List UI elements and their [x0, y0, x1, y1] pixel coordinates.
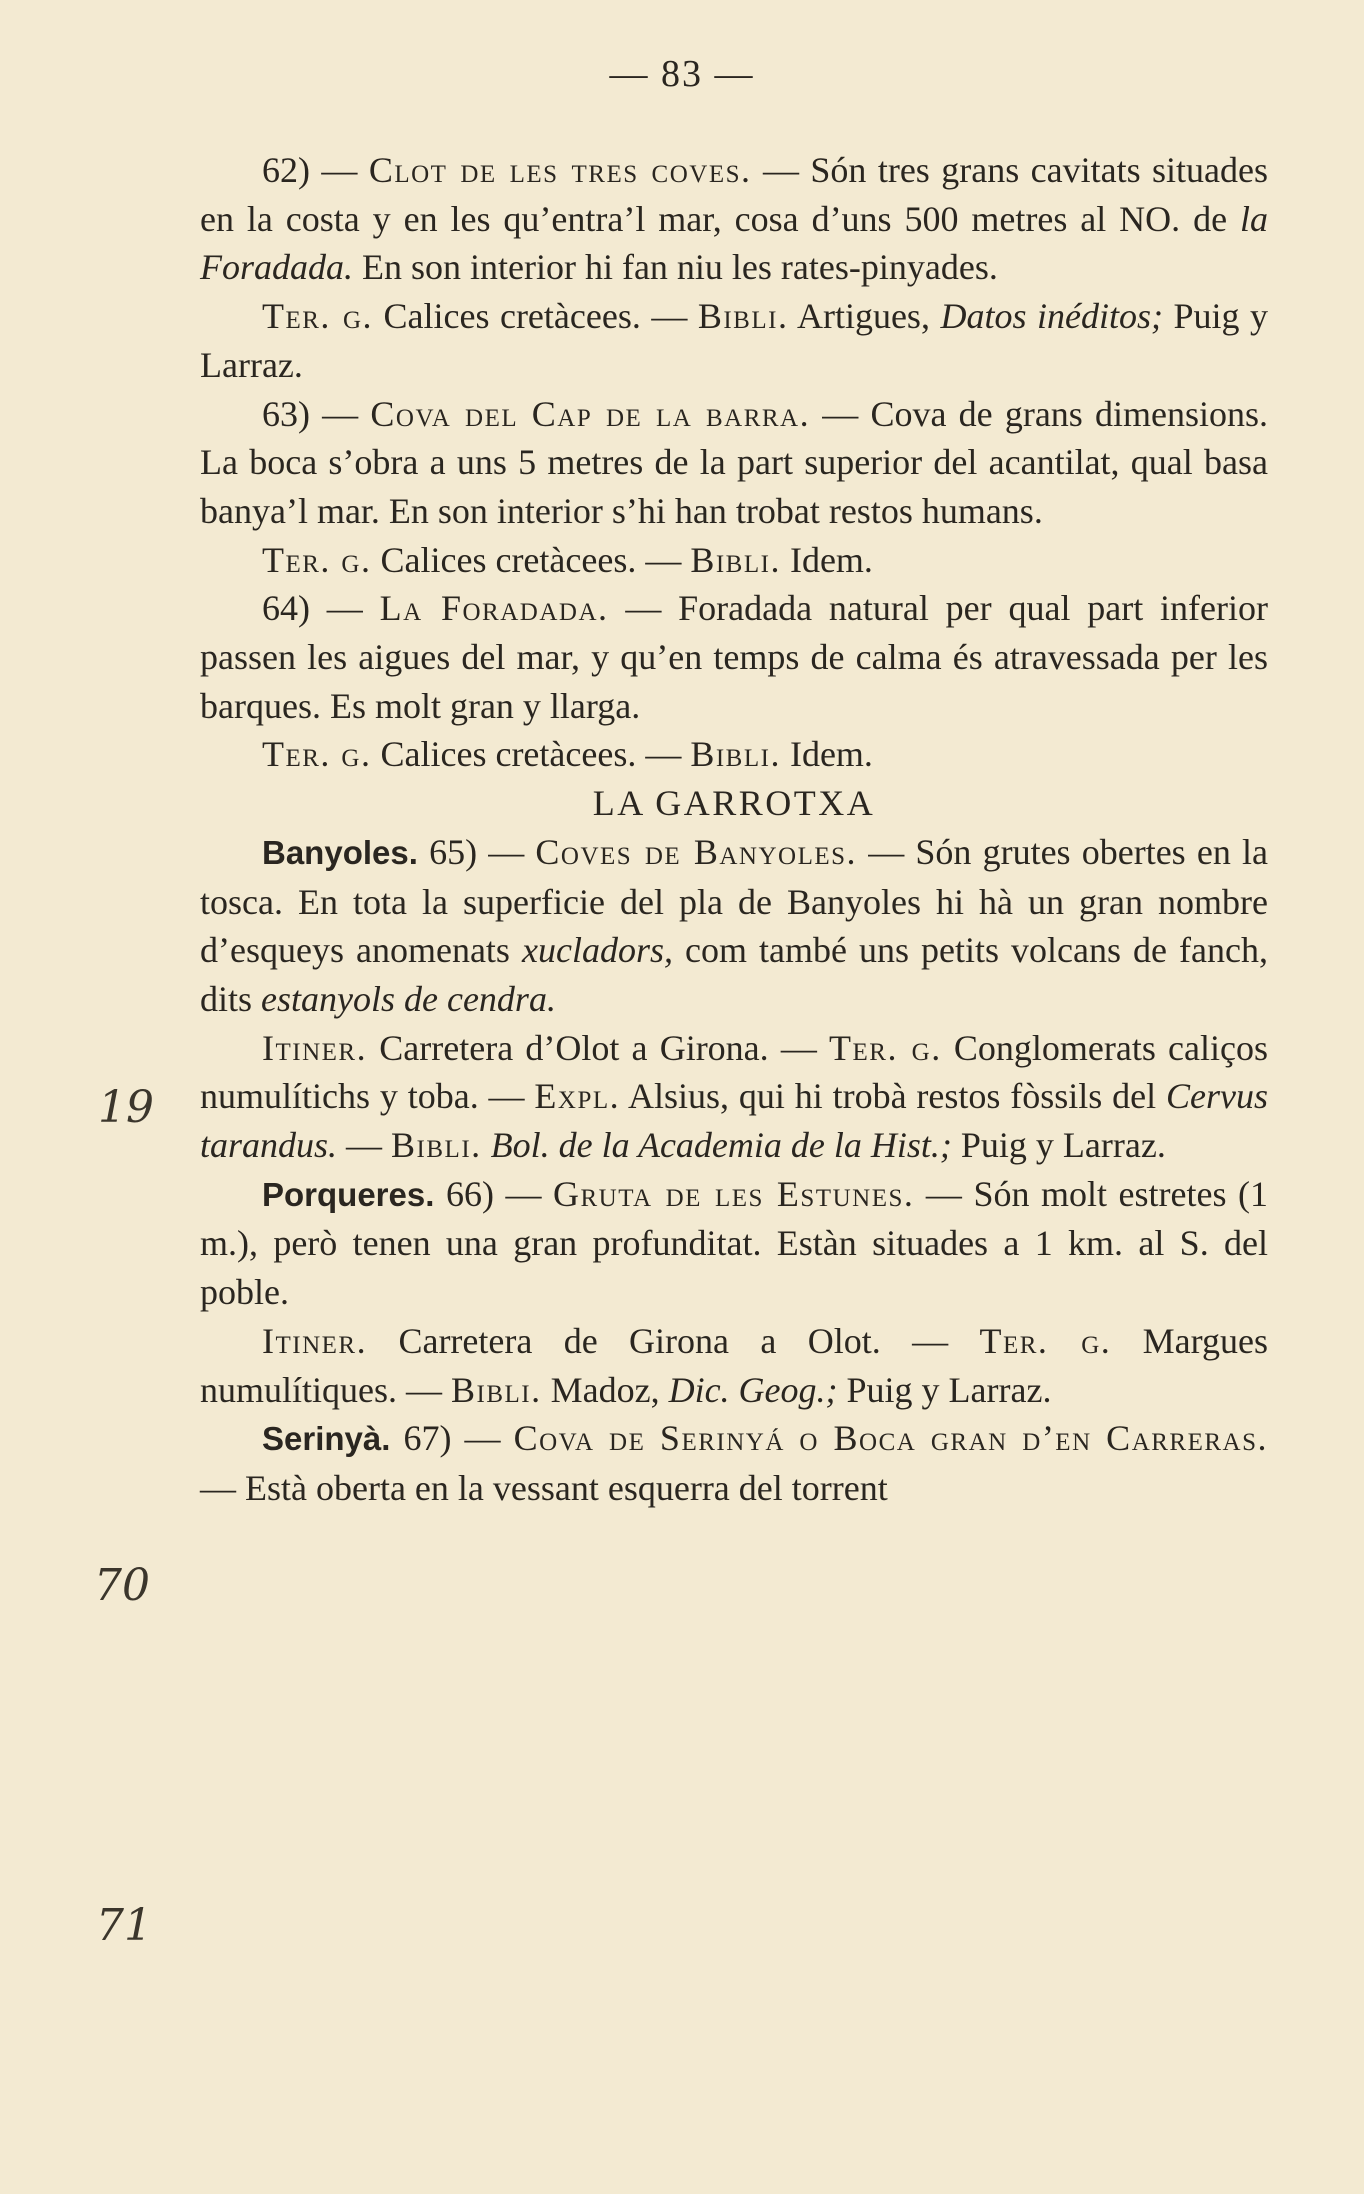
entry-number: 64) —	[262, 588, 380, 629]
place-name: Serinyà.	[262, 1420, 391, 1458]
page-body	[200, 146, 1268, 1513]
entry-number: 67) —	[390, 1418, 514, 1459]
bibliography-text: Artigues,	[788, 296, 941, 337]
explorer-label: Expl.	[534, 1076, 621, 1117]
entry-64	[200, 584, 1268, 730]
entry-text: Cova de grans dimensions. La boca s’obra a uns 5 metres de la part superior del acantilat, qual basa banya’l mar. En son interior s’hi han trobat restos humans.	[200, 393, 1268, 531]
entry-64-refs	[200, 730, 1268, 779]
entry-66-refs	[200, 1317, 1268, 1414]
section-title: LA GARROTXA	[592, 783, 876, 824]
place-name: Porqueres.	[262, 1175, 435, 1213]
cave-name: Clot de les tres coves.	[368, 150, 752, 190]
bibliography-label: Bibli.	[697, 296, 789, 337]
bibliography-title: Dic. Geog.;	[668, 1369, 838, 1410]
terrain-text: Conglomerats caliços numulítichs y toba. —	[200, 1027, 1269, 1117]
margin-note-2: 70	[94, 1560, 150, 1611]
cave-name: Gruta de les Estunes.	[553, 1173, 915, 1214]
margin-note-1: 19	[98, 1082, 154, 1133]
terrain-label: Ter. g.	[262, 539, 372, 580]
itinerary-label: Itiner.	[262, 1027, 368, 1068]
itinerary-text: Carretera de Girona a Olot. —	[367, 1320, 980, 1361]
terrain-label: Ter. g.	[262, 296, 373, 337]
terrain-text: Calices cretàcees. —	[371, 734, 691, 775]
entry-text: Foradada natural per qual part inferior passen les aigues del mar, y qu’en temps de calma és atravessada per les barques. Es molt gran y llarga.	[200, 588, 1268, 726]
entry-63	[200, 390, 1268, 536]
entry-text: Són molt estretes (1 m.), però tenen una gran profunditat. Estàn situades a 1 km. al S. del poble.	[200, 1173, 1268, 1313]
bibliography-label: Bibli.	[690, 734, 781, 775]
entry-number: 63) —	[262, 393, 371, 434]
separator: —	[751, 150, 811, 190]
bibliography-text: Idem.	[780, 539, 873, 580]
entry-number: 62) —	[262, 150, 369, 190]
separator: —	[857, 831, 916, 872]
terrain-label: Ter. g.	[829, 1027, 942, 1068]
bibliography-label: Bibli.	[451, 1369, 542, 1410]
entry-number: 66) —	[434, 1173, 553, 1214]
entry-text: Són tres grans cavitats situades en la costa y en les qu’entra’l mar, cosa d’uns 500 metres al NO. de	[200, 150, 1268, 239]
separator: —	[608, 588, 679, 629]
explorer-text: Alsius, qui hi trobà restos fòssils del	[620, 1076, 1166, 1117]
separator: —	[810, 393, 871, 434]
entry-text-2: En son interior hi fan niu les rates-pinyades.	[353, 247, 998, 288]
local-term-2: estanyols de cendra.	[261, 978, 556, 1019]
separator: —	[914, 1173, 974, 1214]
entry-66	[200, 1170, 1268, 1317]
bibliography-title: Datos inéditos;	[940, 296, 1163, 337]
separator: —	[337, 1125, 392, 1166]
entry-number: 65) —	[417, 831, 536, 872]
entry-62	[200, 146, 1268, 292]
cave-name: Coves de Banyoles.	[535, 831, 858, 872]
entry-65	[200, 828, 1268, 1024]
separator: —	[200, 1467, 245, 1508]
species-name: Cervus tarandus.	[200, 1076, 1268, 1166]
itinerary-text: Carretera d’Olot a Girona. —	[367, 1027, 830, 1068]
bibliography-label: Bibli.	[690, 539, 781, 580]
bibliography-text-2: Puig y Larraz.	[200, 296, 1268, 385]
cave-name: Cova de Serinyá o Boca gran d’en Carreras.	[513, 1418, 1268, 1459]
entry-67	[200, 1414, 1268, 1512]
entry-text: Està oberta en la vessant esquerra del torrent	[245, 1467, 888, 1508]
terrain-text: Calices cretàcees. —	[373, 296, 698, 337]
cave-name: Cova del Cap de la barra.	[370, 393, 811, 434]
itinerary-label: Itiner.	[262, 1320, 368, 1361]
terrain-label: Ter. g.	[262, 734, 372, 775]
terrain-text: Calices cretàcees. —	[371, 539, 691, 580]
page-number: — 83 —	[609, 53, 755, 95]
bibliography-title: Bol. de la Academia de la Hist.;	[481, 1125, 952, 1166]
terrain-label: Ter. g.	[979, 1320, 1112, 1361]
entry-63-refs	[200, 536, 1268, 585]
bibliography-text: Madoz,	[541, 1369, 669, 1410]
cave-name: La Foradada.	[379, 588, 609, 629]
bibliography-label: Bibli.	[391, 1125, 482, 1166]
local-term: xucladors,	[521, 930, 673, 971]
place-reference: la Foradada.	[200, 198, 1268, 288]
bibliography-text: Idem.	[780, 734, 873, 775]
entry-62-refs	[200, 292, 1268, 389]
place-name: Banyoles.	[262, 833, 418, 871]
terrain-text: Margues numulítiques. —	[200, 1320, 1268, 1410]
entry-text-2: com també uns petits volcans de fanch, dits	[200, 930, 1269, 1019]
bibliography-text: Puig y Larraz.	[951, 1125, 1166, 1166]
bibliography-text-2: Puig y Larraz.	[837, 1369, 1052, 1410]
margin-note-3: 71	[96, 1900, 152, 1951]
entry-65-refs	[200, 1024, 1268, 1170]
entry-text: Són grutes obertes en la tosca. En tota la superficie del pla de Banyoles hi hà un gran nombre d’esqueys anomenats	[200, 831, 1268, 971]
